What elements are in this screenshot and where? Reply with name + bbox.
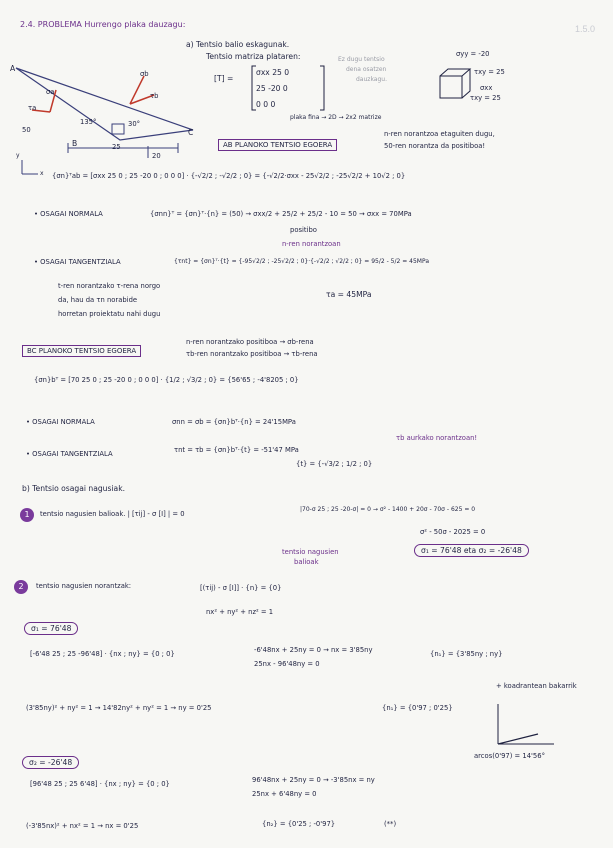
ab-equation-1: {σn}ᵀab = [σxx 25 0 ; 25 -20 0 ; 0 0 0] · {-√2/2 ; -√2/2 ; 0} = {-√2/2·σxx - 25√2/2 ; -25√2/2 + 10√2 ; 0} xyxy=(52,172,406,180)
t-matrix-label: [T] = xyxy=(214,74,234,83)
part-b-heading: b) Tentsio osagai nagusiak. xyxy=(22,484,126,493)
n1-direction-sketch xyxy=(478,700,558,750)
bc-tangential-equation: τnt = τb = {σn}bᵀ·{t} = -51'47 MPa xyxy=(174,446,299,454)
axis-x-label: x xyxy=(40,170,44,177)
sigma-2-result: {n₂} = {0'25 ; -0'97} xyxy=(262,820,336,828)
principal-values-label-1: tentsio nagusien xyxy=(282,548,339,556)
step-1-text: tentsio nagusien balioak. | [τij] - σ [I] | = 0 xyxy=(40,510,185,518)
cube-label-txy: τxy = 25 xyxy=(474,68,505,76)
vertex-a-label: A xyxy=(10,64,16,73)
sigma-1-equation: -6'48nx + 25ny = 0 → nx = 3'85ny xyxy=(254,646,373,654)
tau-a-label: τa xyxy=(28,104,37,112)
tau-b-label: τb xyxy=(150,92,159,100)
sigma-1-equation-2: 25nx - 96'48ny = 0 xyxy=(254,660,320,668)
step-1-badge: 1 xyxy=(20,508,34,522)
cube-label-txy-2: τxy = 25 xyxy=(470,94,501,102)
angle-result: arcos(0'97) = 14'56° xyxy=(474,752,545,760)
cube-label-sxx: σxx xyxy=(480,84,493,92)
step-1-equation: |70-σ 25 ; 25 -20-σ| = 0 → σ² - 1400 + 20σ - 70σ - 625 = 0 xyxy=(300,506,476,513)
t-note-1: t-ren norantzako τ-rena norgo xyxy=(58,282,161,290)
bc-t-vector: {t} = {-√3/2 ; 1/2 ; 0} xyxy=(296,460,373,468)
part-a-subheading: Tentsio matriza plataren: xyxy=(206,52,301,61)
double-star-note: (**) xyxy=(384,820,397,828)
ab-tangential-label: • OSAGAI TANGENTZIALA xyxy=(34,258,121,266)
t-note-3: horretan proiektatu nahi dugu xyxy=(58,310,161,318)
sigma-2-normalization: (-3'85nx)² + nx² = 1 → nx = 0'25 xyxy=(26,822,139,830)
sigma-1-matrix: [-6'48 25 ; 25 -96'48] · {nx ; ny} = {0 ; 0} xyxy=(30,650,175,658)
positive-label: positibo xyxy=(290,226,317,234)
t-matrix-brackets xyxy=(250,64,330,114)
step-2-equation-1: [(τij) - σ [I]] · {n} = {0} xyxy=(200,584,282,592)
t-matrix-row-2: 25 -20 0 xyxy=(256,84,288,93)
bc-normal-label: • OSAGAI NORMALA xyxy=(26,418,95,426)
ab-side-note-2: 50-ren norantza da positiboa! xyxy=(384,142,486,150)
page-corner-mark: 1.5.0 xyxy=(574,24,595,34)
ab-normal-label: • OSAGAI NORMALA xyxy=(34,210,103,218)
angle-30-label: 30° xyxy=(128,120,141,128)
side-note-1: Ez dugu tentsio xyxy=(338,56,385,63)
dim-25-label: 25 xyxy=(112,143,121,151)
ab-normal-equation: {σnn}ᵀ = {σn}ᵀ·{n} = (50) → σxx/2 + 25/2 + 25/2 - 10 = 50 → σxx = 70MPa xyxy=(150,210,412,218)
side-note-3: dauzkagu. xyxy=(356,76,388,83)
bc-normal-equation: σnn = σb = {σn}bᵀ·{n} = 24'15MPa xyxy=(172,418,296,426)
t-matrix-row-3: 0 0 0 xyxy=(256,100,276,109)
bc-note-1: n-ren norantzako positiboa → σb-rena xyxy=(186,338,314,346)
sigma-1-n-vector: {n₁} = {3'85ny ; ny} xyxy=(430,650,503,658)
sigma-b-label: σb xyxy=(140,70,149,78)
ab-tangential-equation: {τnt} = {σn}ᵀ·{t} = {-95√2/2 ; -25√2/2 ; 0}·{-√2/2 ; √2/2 ; 0} = 95/2 - 5/2 = 45MPa xyxy=(174,258,429,265)
bc-tangential-label: • OSAGAI TANGENTZIALA xyxy=(26,450,113,458)
axis-y-label: y xyxy=(16,152,20,159)
step-2-badge: 2 xyxy=(14,580,28,594)
sigma-2-equation: 96'48nx + 25ny = 0 → -3'85nx = ny xyxy=(252,776,375,784)
sigma-1-tag: σ₁ = 76'48 xyxy=(24,622,78,635)
bc-note-2: τb-ren norantzako positiboa → τb-rena xyxy=(186,350,318,358)
sigma-1-result: {n₁} = {0'97 ; 0'25} xyxy=(382,704,453,712)
sigma-a-label: σa xyxy=(46,88,55,96)
dim-20-label: 20 xyxy=(152,152,161,160)
cube-label-syy: σyy = -20 xyxy=(456,50,490,58)
sigma-2-tag: σ₂ = -26'48 xyxy=(22,756,79,769)
bc-equation: {σn}bᵀ = [70 25 0 ; 25 -20 0 ; 0 0 0] · {1/2 ; √3/2 ; 0} = {56'65 ; -4'8205 ; 0} xyxy=(34,376,299,384)
sigma-2-matrix: [96'48 25 ; 25 6'48] · {nx ; ny} = {0 ; 0} xyxy=(30,780,170,788)
step-1-equation-2: σ² - 50σ - 2025 = 0 xyxy=(420,528,486,536)
part-a-heading: a) Tentsio balio eskagunak. xyxy=(186,40,290,49)
t-note-2: da, hau da τn norabide xyxy=(58,296,138,304)
vertex-b-label: B xyxy=(72,139,78,148)
t-matrix-row-1: σxx 25 0 xyxy=(256,68,290,77)
angle-135-label: 135° xyxy=(80,118,97,126)
ab-section-box: AB PLANOKO TENTSIO EGOERA xyxy=(218,139,337,151)
step-2-text: tentsio nagusien norantzak: xyxy=(36,582,132,590)
principal-values-label-2: balioak xyxy=(294,558,319,566)
bc-tangential-note: τb aurkako norantzoan! xyxy=(396,434,478,442)
bc-section-box: BC PLANOKO TENTSIO EGOERA xyxy=(22,345,141,357)
quadrant-note: + koadrantean bakarrik xyxy=(496,682,577,690)
step-2-equation-2: nx² + ny² + nz² = 1 xyxy=(206,608,274,616)
sigma-2-equation-2: 25nx + 6'48ny = 0 xyxy=(252,790,317,798)
principal-values-result: σ₁ = 76'48 eta σ₂ = -26'48 xyxy=(414,544,529,557)
tau-a-result: τa = 45MPa xyxy=(326,290,372,299)
n-direction-note: n-ren norantzoan xyxy=(282,240,341,248)
triangle-diagram xyxy=(8,50,218,210)
plate-note: plaka fina → 2D → 2x2 matrize xyxy=(290,114,382,121)
vertex-c-label: C xyxy=(188,128,194,137)
sigma-1-normalization: (3'85ny)² + ny² = 1 → 14'82ny² + ny² = 1 → ny = 0'25 xyxy=(26,704,212,712)
ab-side-note-1: n-ren norantzoa etaguiten dugu, xyxy=(384,130,495,138)
dim-50-label: 50 xyxy=(22,126,31,134)
problem-title: 2.4. PROBLEMA Hurrengo plaka dauzagu: xyxy=(20,20,186,29)
side-note-2: dena osatzen xyxy=(346,66,387,73)
